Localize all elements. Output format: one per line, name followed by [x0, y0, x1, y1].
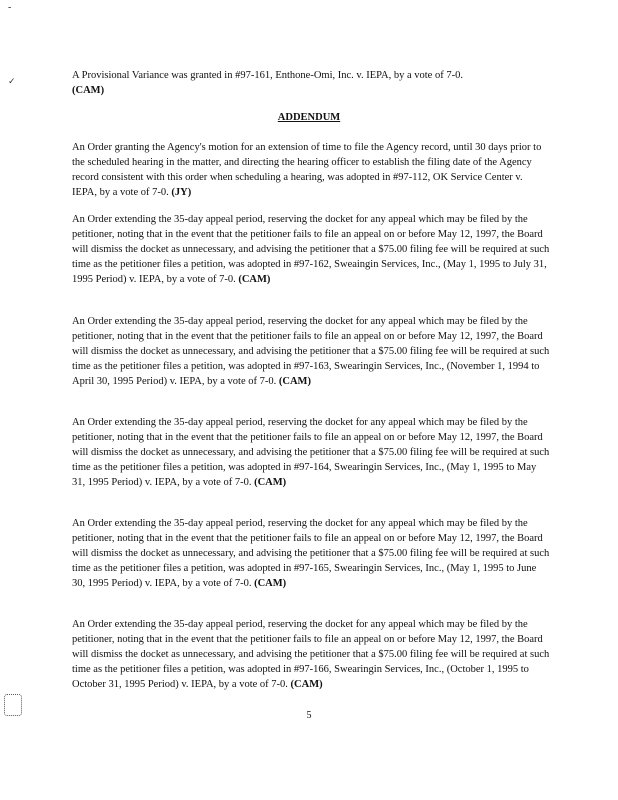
provisional-variance-text: A Provisional Variance was granted in #97-161, Enthone-Omi, Inc. v. IEPA, by a vote of 7-0.: [72, 70, 463, 81]
order-97-165-text: An Order extending the 35-day appeal period, reserving the docket for any appeal which may be filed by the petitioner, noting that in the event that the petitioner fails to file an appeal on or before May 12, 1997, the Board will dismiss the docket as unnecessary, and advising the petitioner that a $75.00 filing fee will be required at such time as the petitioner files a petition, was adopted in #97-165, Swearingin Services, Inc., (May 1, 1995 to June 30, 1995 Period) v. IEPA, by a vote of 7-0.: [72, 518, 550, 589]
ok-service-tag: (JY): [171, 187, 192, 198]
order-97-166-paragraph: [72, 617, 550, 692]
scan-mark-check: ✓: [8, 76, 16, 86]
order-97-165-paragraph: [72, 516, 550, 591]
addendum-heading: ADDENDUM: [277, 112, 341, 123]
order-97-164-text: An Order extending the 35-day appeal period, reserving the docket for any appeal which may be filed by the petitioner, noting that in the event that the petitioner fails to file an appeal on or before May 12, 1997, the Board will dismiss the docket as unnecessary, and advising the petitioner that a $75.00 filing fee will be required at such time as the petitioner files a petition, was adopted in #97-164, Swearingin Services, Inc., (May 1, 1995 to May 31, 1995 Period) v. IEPA, by a vote of 7-0.: [72, 417, 550, 488]
order-97-163-tag: (CAM): [278, 376, 311, 387]
provisional-variance-tag: (CAM): [72, 85, 105, 96]
order-97-162-text: An Order extending the 35-day appeal period, reserving the docket for any appeal which may be filed by the petitioner, noting that in the event that the petitioner fails to file an appeal on or before May 12, 1997, the Board will dismiss the docket as unnecessary, and advising the petitioner that a $75.00 filing fee will be required at such time as the petitioner files a petition, was adopted in #97-162, Sweaingin Services, Inc., (May 1, 1995 to July 31, 1995 Period) v. IEPA, by a vote of 7-0.: [72, 214, 550, 285]
order-97-162-tag: (CAM): [238, 274, 271, 285]
order-97-166-text: An Order extending the 35-day appeal period, reserving the docket for any appeal which may be filed by the petitioner, noting that in the event that the petitioner fails to file an appeal on or before May 12, 1997, the Board will dismiss the docket as unnecessary, and advising the petitioner that a $75.00 filing fee will be required at such time as the petitioner files a petition, was adopted in #97-166, Swearingin Services, Inc., (October 1, 1995 to October 31, 1995 Period) v. IEPA, by a vote of 7-0.: [72, 619, 550, 690]
order-97-165-tag: (CAM): [254, 578, 287, 589]
page-number: 5: [306, 710, 312, 721]
order-97-164-tag: (CAM): [254, 477, 287, 488]
order-97-164-paragraph: [72, 415, 550, 490]
order-97-163-paragraph: [72, 314, 550, 389]
ok-service-paragraph: [72, 140, 550, 200]
order-97-162-paragraph: [72, 212, 550, 287]
scan-mark-dash: -: [8, 2, 12, 13]
provisional-variance-paragraph: [72, 68, 550, 98]
order-97-166-tag: (CAM): [290, 679, 323, 690]
order-97-163-text: An Order extending the 35-day appeal period, reserving the docket for any appeal which may be filed by the petitioner, noting that in the event that the petitioner fails to file an appeal on or before May 12, 1997, the Board will dismiss the docket as unnecessary, and advising the petitioner that a $75.00 filing fee will be required at such time as the petitioner files a petition, was adopted in #97-163, Swearingin Services, Inc., (November 1, 1994 to April 30, 1995 Period) v. IEPA, by a vote of 7-0.: [72, 316, 550, 387]
ok-service-text: An Order granting the Agency's motion for an extension of time to file the Agency record, until 30 days prior to the scheduled hearing in the matter, and directing the hearing officer to establish the filing date of the Agency record consistent with this order when scheduling a hearing, was adopted in #97-112, OK Service Center v. IEPA, by a vote of 7-0.: [72, 142, 542, 198]
